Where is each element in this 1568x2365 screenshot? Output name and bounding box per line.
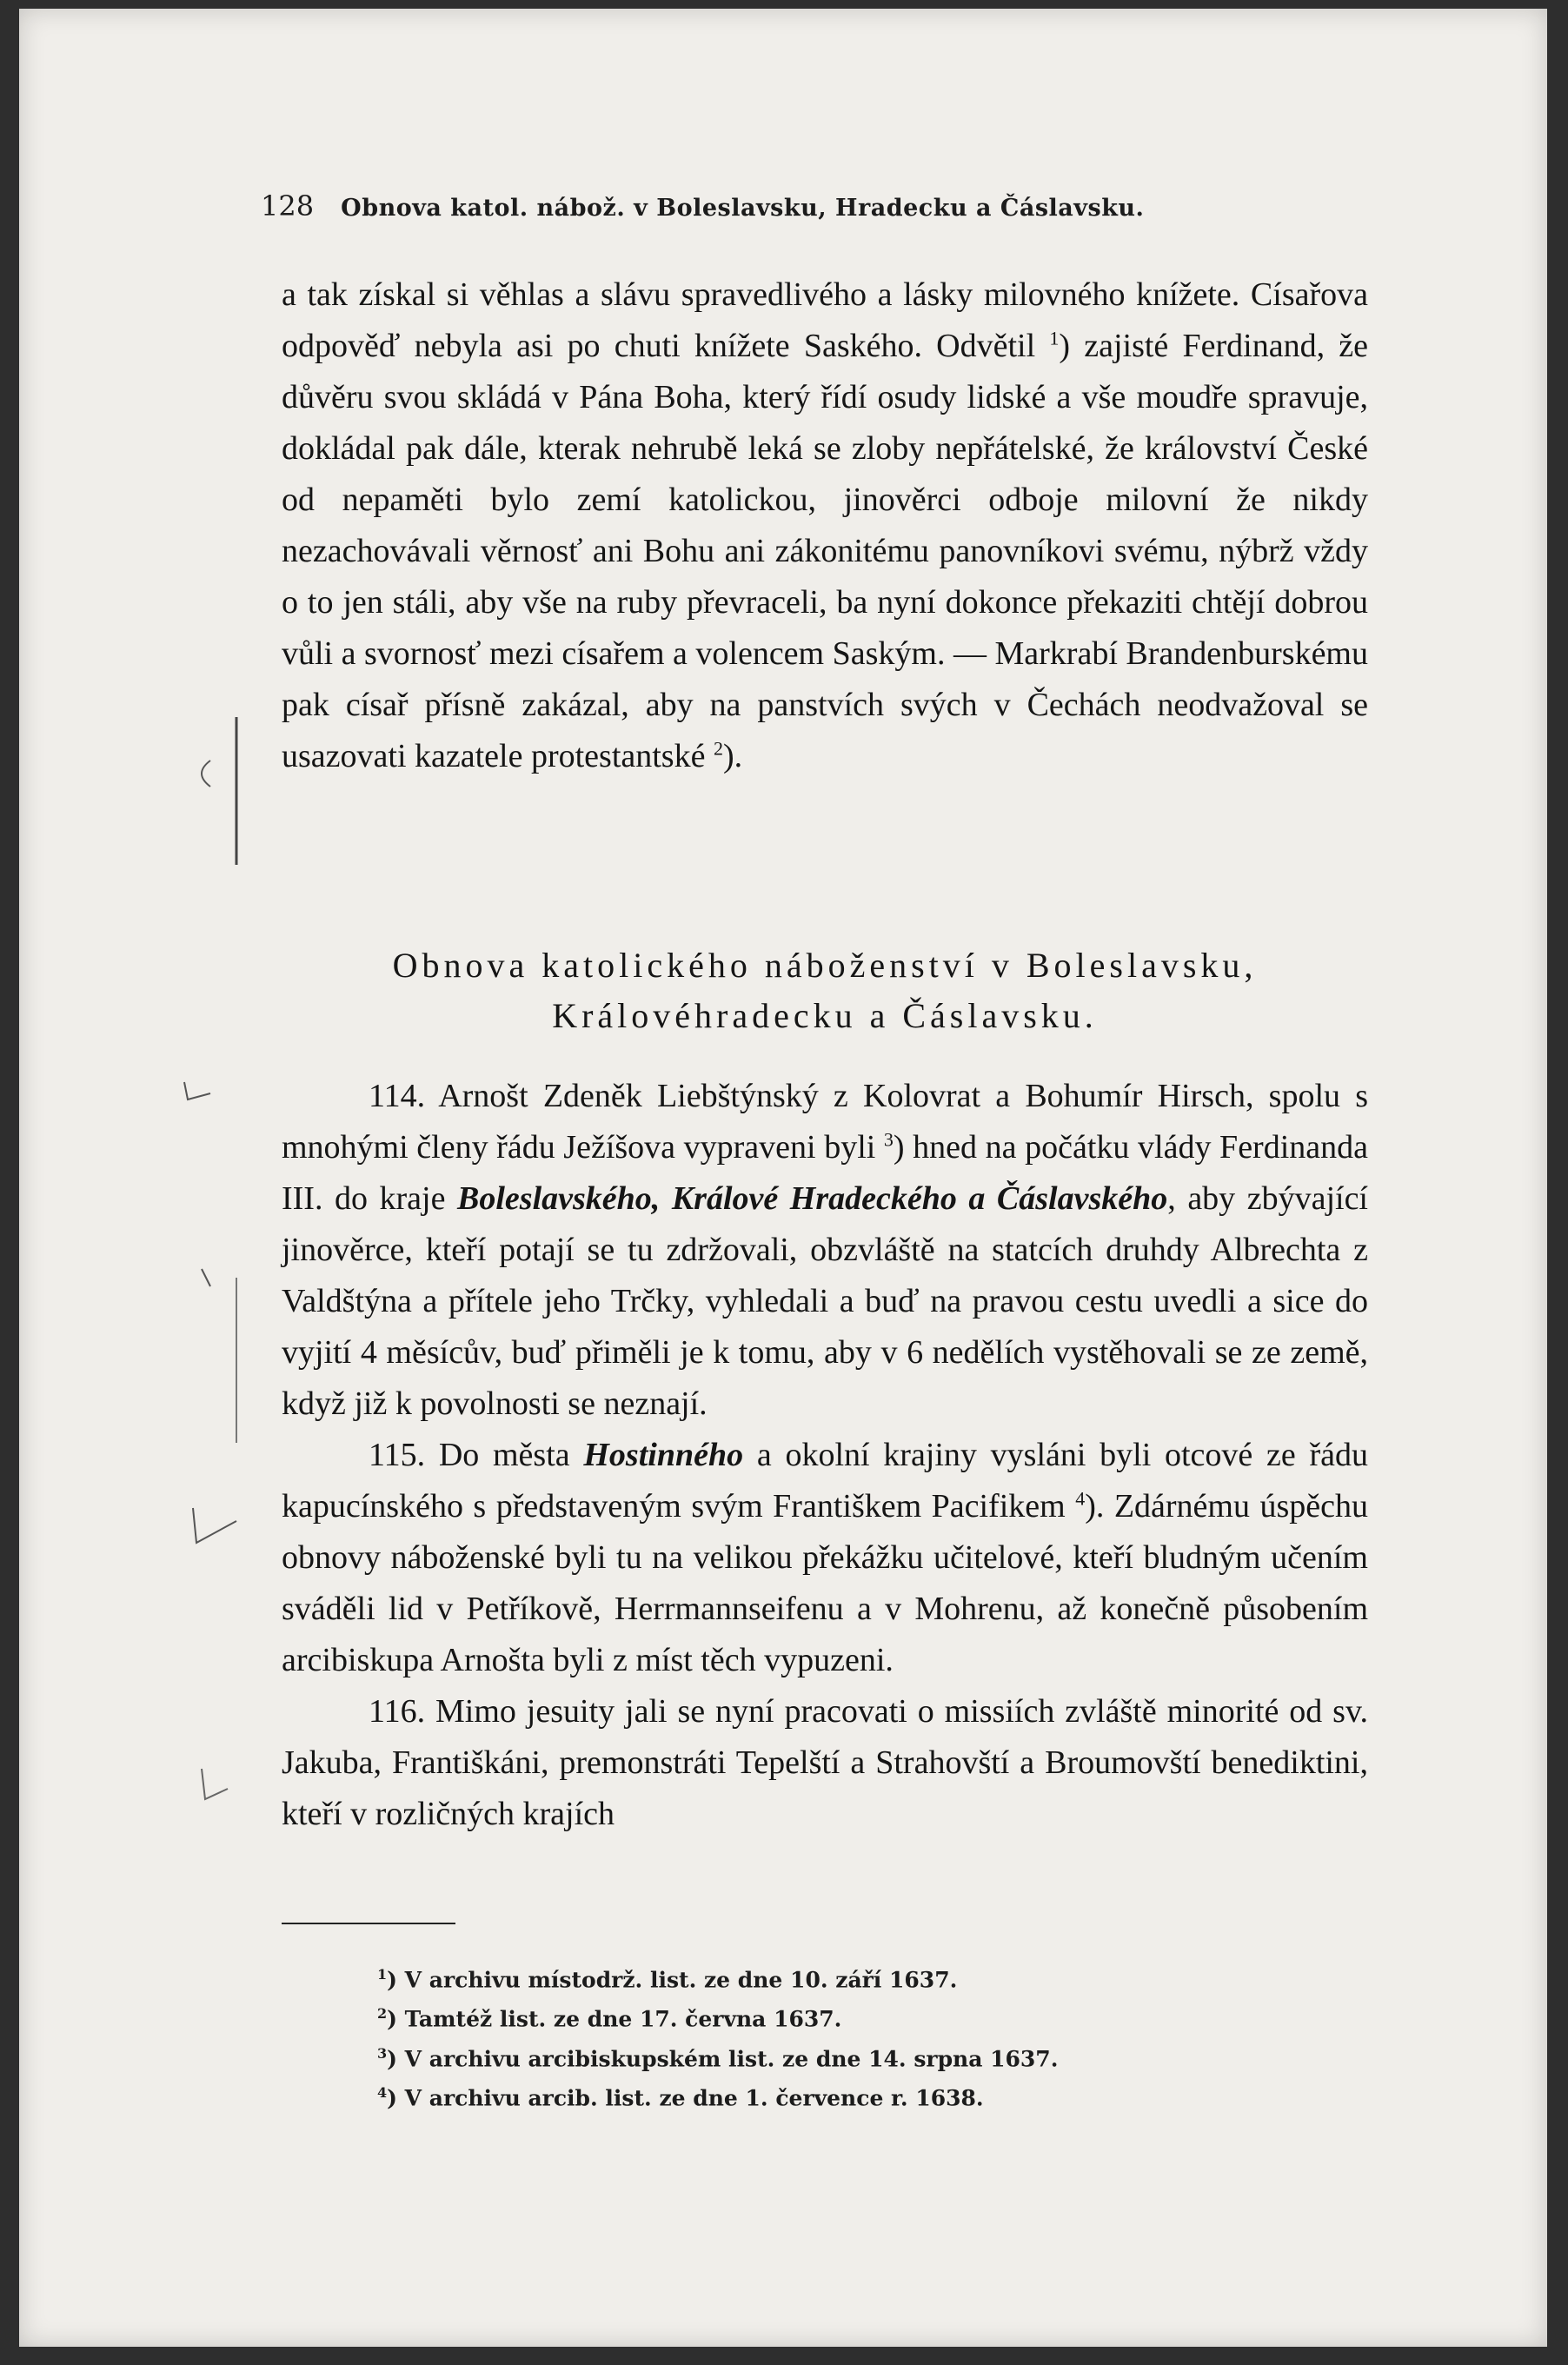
paragraph-114: 114. Arnošt Zdeněk Liebštýnský z Kolovrat a Bohumír Hirsch, spolu s mnohými členy řádu Ježíšova vypraveni byli $^3$) hned na počátku vlády Ferdinanda III. do kraje Boleslavského, Králové Hradeckého a Čáslavského, aby zbývající jinověrce, kteří potají se tu zdržovali, obzvláště na statcích druhdy Albrechta z Valdštýna a přítele jeho Trčky, vyhledali a buď na pravou cestu uvedli a sice do vyjití 4 měsícův, buď přiměli je k tomu, aby v 6 nedělích vystěhovali se ze země, když již k povolnosti se neznají. — [282, 1078, 1368, 1422]
footnote-ref: 1 — [1049, 327, 1060, 349]
footnotes — [377, 1957, 1246, 2115]
footnote-ref: 2 — [713, 737, 723, 760]
footnote-ref: 4 — [1075, 1487, 1086, 1510]
italic-places: Boleslavského, Králové Hradeckého a Čáslavského — [457, 1180, 1168, 1217]
paragraph-continuation: a tak získal si věhlas a slávu spravedlivého a lásky milovného knížete. Císařova odpověď nebyla asi po chuti knížete Saského. Odvětil $^1$) zajisté Ferdinand, že důvěru svou skládá v Pána Boha, který řídí osudy lidské a vše moudře spravuje, dokládal pak dále, kterak nehrubě leká se zloby nepřátelské, že království České od nepaměti bylo zemí katolickou, jinověrci odboje milovní že nikdy nezachovávali věrnosť ani Bohu ani zákonitému panovníkovi svému, nýbrž vždy o to jen stáli, aby vše na ruby převraceli, ba nyní dokonce překaziti chtějí dobrou vůli a svornosť mezi císařem a volencem Saským. — Markrabí Brandenburskému pak císař přísně zakázal, aby na panstvích svých v Čechách neodvažoval se usazovati kazatele protestantské $^2$). — [282, 276, 1369, 774]
margin-check-mark — [193, 1764, 245, 1817]
section-heading — [282, 940, 1368, 1041]
margin-bracket-mark — [176, 1252, 262, 1469]
italic-town: Hostinného — [583, 1437, 744, 1473]
section-heading-line: Královéhradecku a Čáslavsku. — [552, 996, 1098, 1035]
margin-check-mark — [176, 1078, 228, 1113]
page-number: 128 — [261, 189, 315, 223]
footnote: $^1$) V archivu místodrž. list. ze dne 10. září 1637. — [377, 1966, 958, 1993]
footnote: $^3$) V archivu arcibiskupském list. ze dne 14. srpna 1637. — [377, 2044, 1059, 2071]
running-head-title: Obnova katol. nábož. v Boleslavsku, Hradecku a Čáslavsku. — [341, 195, 1145, 222]
paragraph-115: 115. Do města Hostinného a okolní krajiny vysláni byli otcové ze řádu kapucínského s představeným svým Františkem Pacifikem $^4$). Zdárnému úspěchu obnovy náboženské byli tu na velikou překážku učitelové, kteří bludným učením sváděli lid v Petříkově, Herrmannseifenu a v Mohrenu, až konečně působením arcibiskupa Arnošta byli z míst těch vypuzeni. — [282, 1437, 1369, 1678]
footnote: $^2$) Tamtéž list. ze dne 17. června 1637. — [377, 2005, 842, 2032]
margin-bracket-mark — [176, 708, 271, 882]
footnote-divider — [282, 1923, 455, 1924]
footnote: $^4$) V archivu arcib. list. ze dne 1. července r. 1638. — [377, 2083, 984, 2111]
main-text-block — [282, 1071, 1368, 1840]
running-head — [261, 189, 1382, 223]
margin-check-mark — [184, 1504, 254, 1556]
paragraph-116: 116. Mimo jesuity jali se nyní pracovati o missiích zvláště minorité od sv. Jakuba, Františkáni, premonstráti Tepelští a Strahovští a Broumovští benediktini, kteří v rozličných krajích — [282, 1693, 1368, 1832]
scanned-page — [19, 9, 1547, 2347]
top-text-block — [282, 269, 1368, 782]
footnote-ref: 3 — [883, 1128, 894, 1151]
section-heading-line: Obnova katolického náboženství v Boleslavsku, — [392, 946, 1258, 985]
